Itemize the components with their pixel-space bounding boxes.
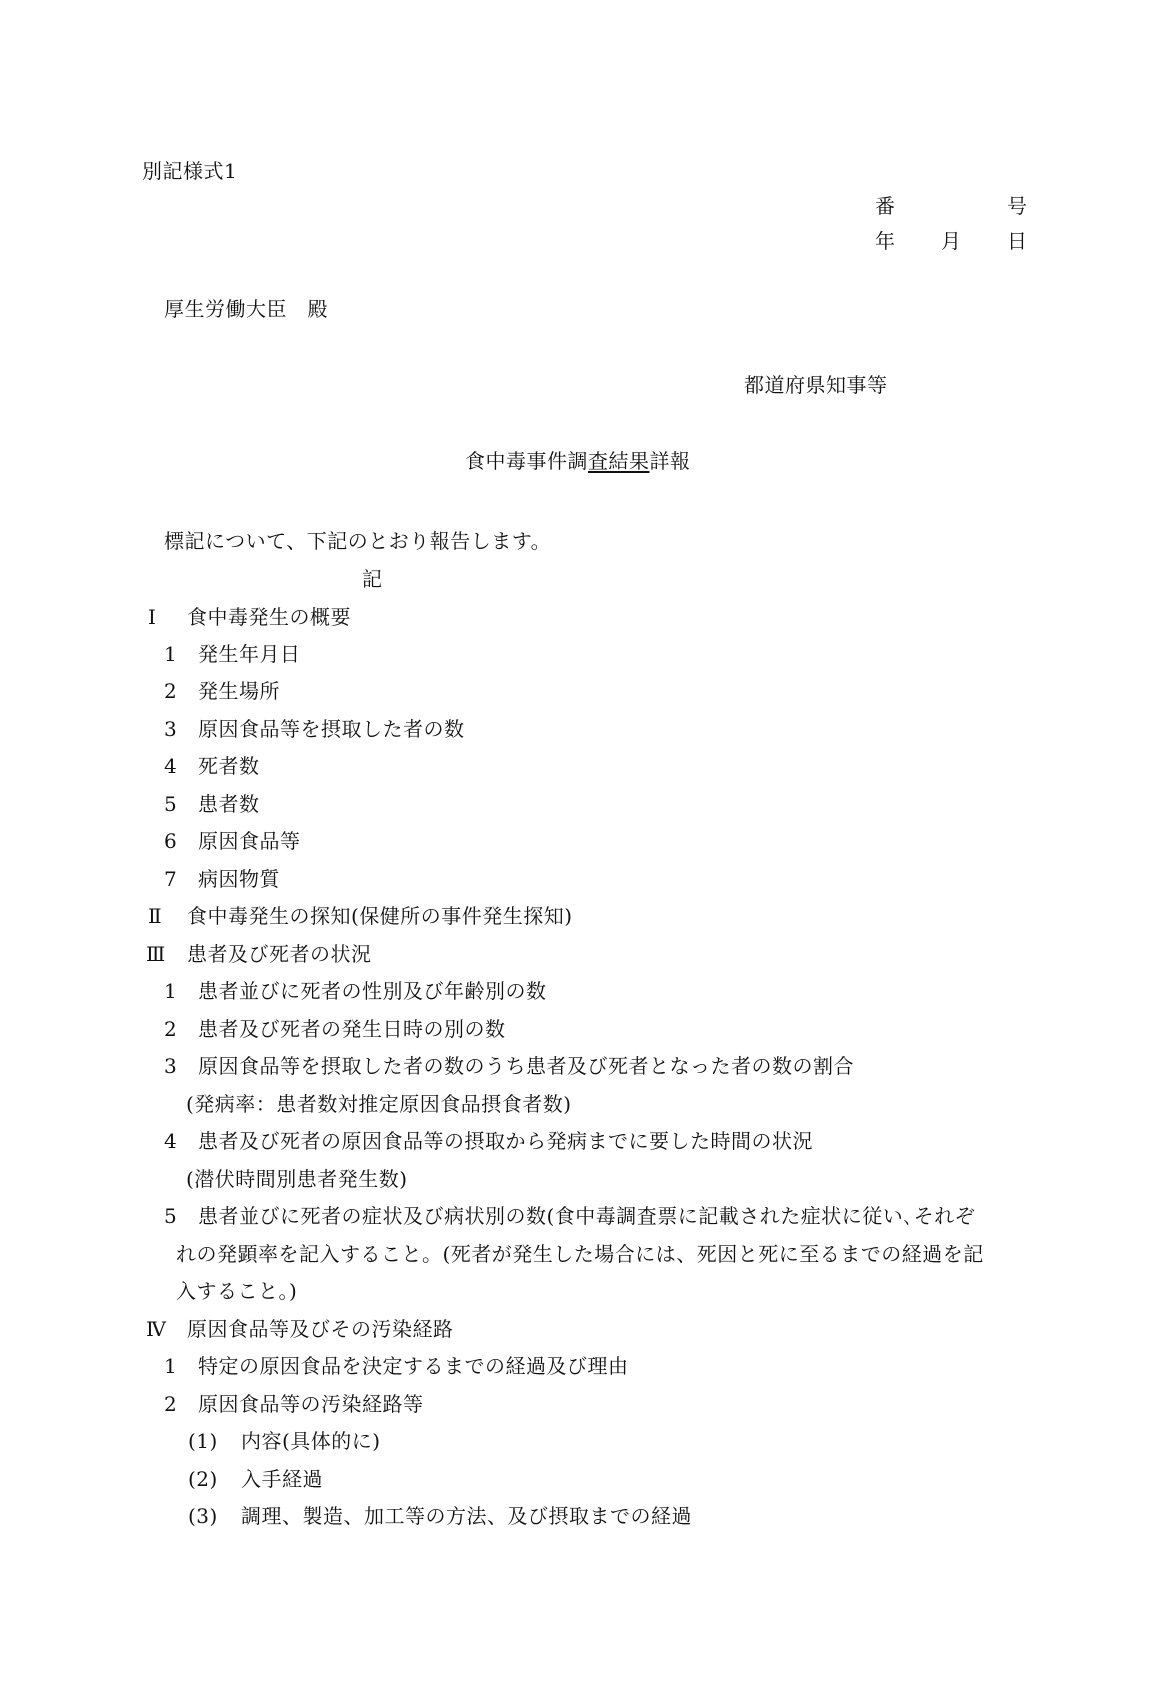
s3-item-3-note: (発病率：患者数対推定原因食品摂食者数) bbox=[186, 1092, 572, 1116]
form-label: 別記様式1 bbox=[142, 159, 238, 183]
s1-item-6-num: 6 bbox=[164, 829, 178, 853]
section-3-number: Ⅲ bbox=[146, 942, 166, 966]
sender: 都道府県知事等 bbox=[744, 373, 888, 397]
s3-item-5-line2: れの発顕率を記入すること。(死者が発生した場合には、死因と死に至るまでの経過を記 bbox=[176, 1242, 984, 1266]
doc-number-label: 番 bbox=[875, 194, 896, 218]
s4-sub-2-num: (2) bbox=[188, 1467, 218, 1491]
s1-item-3-text: 原因食品等を摂取した者の数 bbox=[198, 717, 465, 741]
document-title bbox=[465, 448, 691, 474]
s3-item-3-num: 3 bbox=[164, 1054, 178, 1078]
s1-item-7-num: 7 bbox=[164, 867, 178, 891]
s4-sub-1-text: 内容(具体的に) bbox=[241, 1429, 381, 1453]
title-part-1: 食中毒事件調 bbox=[465, 449, 588, 473]
s3-item-5-text: 患者並びに死者の症状及び病状別の数(食中毒調査票に記載された症状に従い､それぞ bbox=[198, 1204, 976, 1228]
s3-item-2-text: 患者及び死者の発生日時の別の数 bbox=[198, 1017, 506, 1041]
date-year: 年 bbox=[875, 229, 896, 253]
s3-item-4-text: 患者及び死者の原因食品等の摂取から発病までに要した時間の状況 bbox=[198, 1129, 813, 1153]
s4-item-1-text: 特定の原因食品を決定するまでの経過及び理由 bbox=[198, 1354, 629, 1378]
section-1-number: Ⅰ bbox=[148, 605, 156, 629]
title-part-3: 結果 bbox=[608, 449, 650, 473]
s1-item-4-text: 死者数 bbox=[198, 754, 260, 778]
s3-item-1-num: 1 bbox=[164, 979, 178, 1003]
section-2-title: 食中毒発生の探知(保健所の事件発生探知) bbox=[187, 904, 573, 928]
s1-item-1-num: 1 bbox=[164, 642, 178, 666]
ki-label: 記 bbox=[362, 567, 383, 591]
section-3-title: 患者及び死者の状況 bbox=[187, 942, 372, 966]
s4-item-2-num: 2 bbox=[164, 1392, 178, 1416]
s3-item-2-num: 2 bbox=[164, 1017, 178, 1041]
title-part-4: 詳報 bbox=[649, 449, 691, 473]
s1-item-2-text: 発生場所 bbox=[198, 679, 280, 703]
doc-number-suffix: 号 bbox=[1007, 194, 1028, 218]
s3-item-4-note: (潜伏時間別患者発生数) bbox=[186, 1167, 408, 1191]
s4-sub-2-text: 入手経過 bbox=[241, 1467, 323, 1491]
s3-item-4-num: 4 bbox=[164, 1129, 178, 1153]
s4-item-2-text: 原因食品等の汚染経路等 bbox=[198, 1392, 424, 1416]
section-4-number: Ⅳ bbox=[146, 1317, 166, 1341]
section-1-title: 食中毒発生の概要 bbox=[187, 605, 351, 629]
date-month: 月 bbox=[941, 229, 962, 253]
intro-text: 標記について、下記のとおり報告します。 bbox=[164, 529, 552, 553]
s3-item-5-line3: 入すること。) bbox=[176, 1279, 298, 1303]
s1-item-6-text: 原因食品等 bbox=[198, 829, 301, 853]
s1-item-7-text: 病因物質 bbox=[198, 867, 280, 891]
s4-sub-1-num: (1) bbox=[188, 1429, 218, 1453]
date-day: 日 bbox=[1007, 229, 1028, 253]
s4-sub-3-num: (3) bbox=[188, 1504, 218, 1528]
s1-item-4-num: 4 bbox=[164, 754, 178, 778]
s3-item-1-text: 患者並びに死者の性別及び年齢別の数 bbox=[198, 979, 547, 1003]
s3-item-5-num: 5 bbox=[164, 1204, 178, 1228]
s1-item-1-text: 発生年月日 bbox=[198, 642, 301, 666]
section-2-number: Ⅱ bbox=[148, 904, 162, 928]
s1-item-3-num: 3 bbox=[164, 717, 178, 741]
s1-item-5-text: 患者数 bbox=[198, 792, 260, 816]
s1-item-5-num: 5 bbox=[164, 792, 178, 816]
s3-item-3-text: 原因食品等を摂取した者の数のうち患者及び死者となった者の数の割合 bbox=[198, 1054, 854, 1078]
s4-item-1-num: 1 bbox=[164, 1354, 178, 1378]
addressee: 厚生労働大臣 殿 bbox=[164, 297, 328, 321]
section-4-title: 原因食品等及びその汚染経路 bbox=[187, 1317, 454, 1341]
title-part-2: 査 bbox=[588, 449, 609, 473]
s1-item-2-num: 2 bbox=[164, 679, 178, 703]
s4-sub-3-text: 調理、製造、加工等の方法、及び摂取までの経過 bbox=[241, 1504, 692, 1528]
